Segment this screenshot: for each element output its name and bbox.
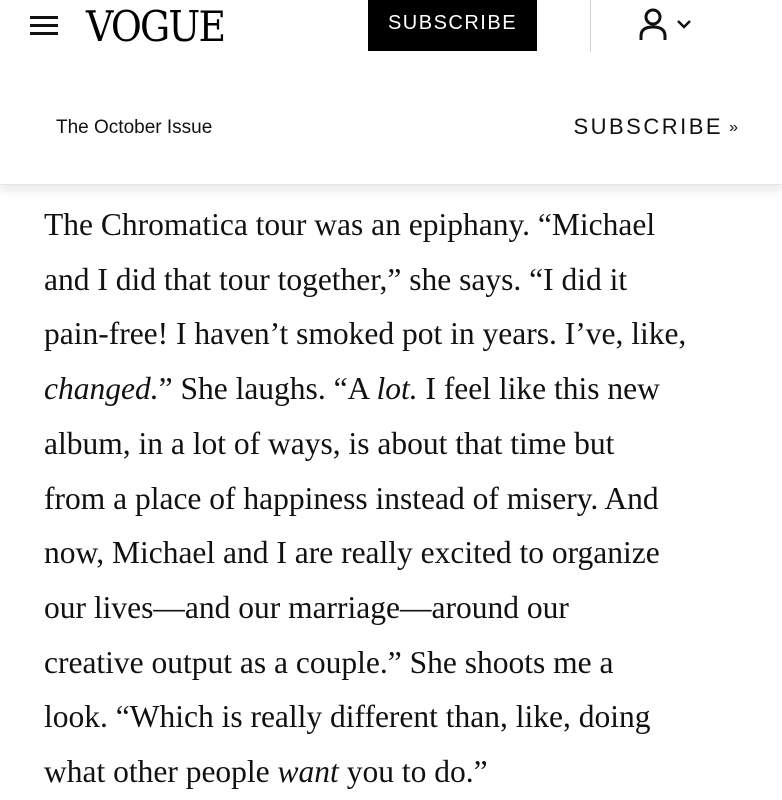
article-line <box>44 362 764 417</box>
article-text: and I did that tour together,” she says. “I did it <box>44 261 628 297</box>
article-line <box>44 690 764 745</box>
article-text: from a place of happiness instead of misery. And <box>44 480 659 516</box>
article-text: I feel like this new <box>417 371 660 407</box>
article-text: The Chromatica tour was an epiphany. “Michael <box>44 207 656 242</box>
header-divider <box>590 0 591 52</box>
issue-subheader <box>0 62 782 185</box>
hamburger-menu-icon[interactable] <box>30 14 58 36</box>
top-navigation-bar <box>0 0 782 60</box>
article-text: ” She laughs. “A <box>158 371 377 407</box>
article-body <box>44 198 764 800</box>
article-text: creative output as a couple.” She shoots me a <box>44 644 614 680</box>
article-text: look. “Which is really different than, like, doing <box>44 699 651 735</box>
subscribe-button[interactable]: SUBSCRIBE <box>368 0 537 51</box>
emphasized-text: changed. <box>44 371 159 407</box>
article-line <box>44 307 764 362</box>
article-text: you to do.” <box>338 754 488 790</box>
article-line <box>44 636 764 691</box>
article-line <box>44 581 764 636</box>
article-line <box>44 472 764 527</box>
article-text: what other people <box>44 754 278 790</box>
article-line <box>44 417 764 472</box>
vogue-logo[interactable]: VOGUE <box>86 2 225 51</box>
subscribe-link-label: SUBSCRIBE <box>573 114 724 139</box>
article-text: album, in a lot of ways, is about that time but <box>44 425 615 461</box>
emphasized-text: lot. <box>376 371 418 407</box>
article-line <box>44 253 764 308</box>
chevron-down-icon <box>678 21 690 27</box>
article-line <box>44 198 764 253</box>
account-menu-button[interactable] <box>636 6 706 42</box>
article-line <box>44 526 764 581</box>
issue-label[interactable]: The October Issue <box>56 117 213 138</box>
double-chevron-right-icon: » <box>729 119 738 136</box>
emphasized-text: want <box>277 754 339 790</box>
subscribe-link[interactable] <box>573 114 738 140</box>
article-text: our lives—and our marriage—around our <box>44 589 569 625</box>
article-text: now, Michael and I are really excited to organize <box>44 535 660 571</box>
article-line <box>44 745 764 800</box>
user-icon <box>636 6 706 42</box>
article-text: pain-free! I haven’t smoked pot in years. I’ve, like, <box>44 316 687 352</box>
